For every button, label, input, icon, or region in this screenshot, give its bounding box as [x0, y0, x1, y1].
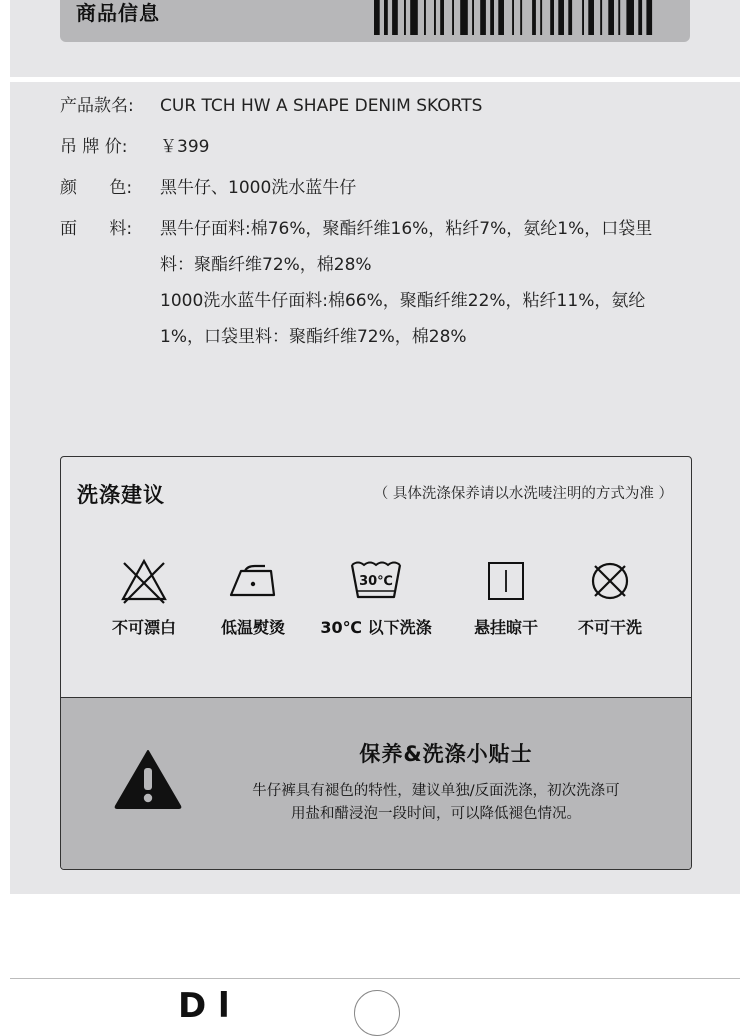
top-header-block	[10, 0, 740, 77]
care-item-label: 悬挂晾干	[473, 618, 538, 637]
info-label: 面 料:	[60, 219, 133, 239]
info-value: 1000洗水蓝牛仔面料:棉66%，聚酯纤维22%，粘纤11%，氨纶	[160, 291, 646, 311]
info-value: 黑牛仔、1000洗水蓝牛仔	[160, 178, 357, 198]
product-info-block	[10, 82, 740, 352]
info-label: 吊 牌 价:	[60, 137, 128, 157]
info-label: 产品款名:	[60, 96, 134, 116]
care-item-label: 低温熨烫	[220, 618, 285, 637]
wash-temp-symbol: 30℃	[359, 574, 393, 589]
care-item-label: 不可漂白	[111, 618, 176, 637]
wash-30c-icon	[348, 557, 404, 605]
care-note: （ 具体洗涤保养请以水洗唛注明的方式为准 ）	[373, 486, 673, 502]
header-title: 商品信息	[76, 1, 160, 25]
care-title: 洗涤建议	[77, 483, 165, 507]
care-item-wash-30c	[311, 557, 441, 638]
info-value: 1%，口袋里料：聚酯纤维72%，棉28%	[160, 327, 467, 347]
care-item-label: 30℃ 以下洗涤	[320, 618, 432, 637]
header-bar	[60, 0, 690, 42]
hang-dry-icon	[482, 557, 530, 605]
tips-line: 牛仔裤具有褪色的特性，建议单独/反面洗涤，初次洗涤可	[252, 783, 620, 799]
section-divider	[10, 978, 740, 979]
info-value: 黑牛仔面料:棉76%，聚酯纤维16%，粘纤7%，氨纶1%，口袋里	[160, 219, 653, 239]
no-dry-clean-icon	[586, 557, 634, 605]
tips-line: 用盐和醋浸泡一段时间，可以降低褪色情况。	[291, 806, 581, 822]
no-bleach-icon	[118, 557, 170, 605]
footer-logo-fragment: D l	[178, 986, 230, 1026]
care-tips-panel	[61, 697, 691, 870]
warning-icon	[113, 748, 183, 810]
tips-title: 保养&洗涤小贴士	[359, 742, 533, 766]
care-instructions-box	[60, 456, 692, 870]
care-item-low-temp-iron	[188, 557, 318, 638]
info-value: CUR TCH HW A SHAPE DENIM SKORTS	[160, 96, 483, 116]
info-value: 料：聚酯纤维72%，棉28%	[160, 255, 372, 275]
low-temp-iron-icon	[225, 557, 281, 605]
info-value: ￥399	[160, 137, 210, 157]
tips-text	[226, 780, 646, 826]
care-item-label: 不可干洗	[577, 618, 642, 637]
barcode-icon	[374, 0, 678, 35]
care-block	[10, 352, 740, 894]
footer-circle-icon	[354, 990, 400, 1036]
care-item-no-dry-clean	[545, 557, 675, 638]
info-label: 颜 色:	[60, 178, 133, 198]
